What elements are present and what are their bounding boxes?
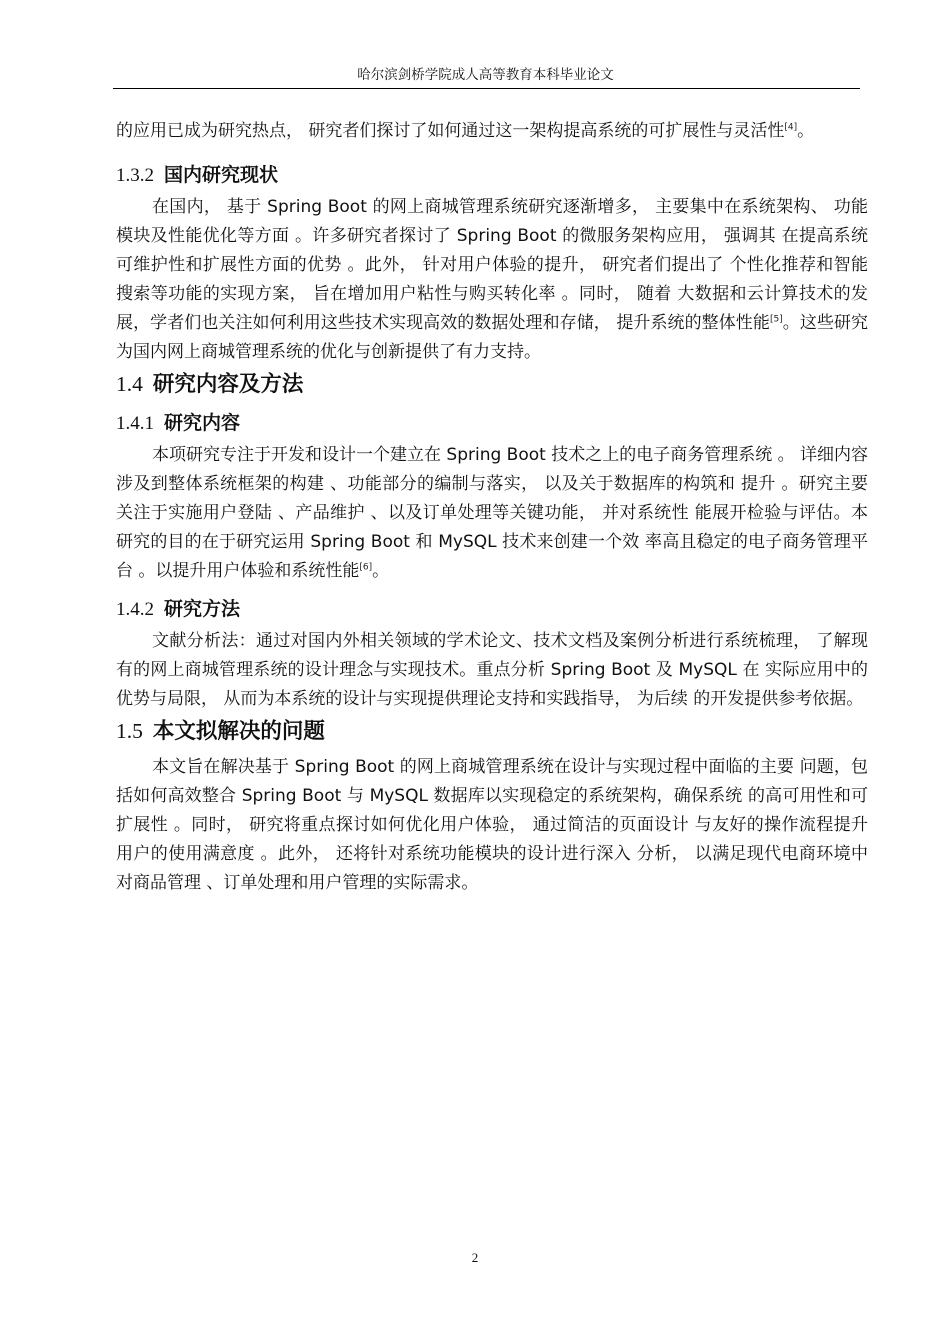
section-number: 1.3.2 (116, 165, 154, 186)
section-title: 本文拟解决的问题 (152, 719, 325, 744)
section-number: 1.5 (116, 719, 143, 743)
section-title: 研究方法 (164, 598, 241, 620)
paragraph-research-content (116, 441, 868, 586)
citation-6: [6] (359, 562, 373, 573)
citation-5: [5] (769, 314, 783, 325)
section-title: 研究内容及方法 (152, 372, 304, 397)
paragraph-domestic-research (116, 193, 868, 367)
section-number: 1.4.2 (116, 599, 154, 620)
page-body (116, 114, 868, 898)
paragraph-text: 本项研究专注于开发和设计一个建立在 Spring Boot 技术之上的电子商务管理系统 。 详细内容涉及到整体系统框架的构建 、功能部分的编制与落实， 以及关于数据库的构筑和 提升 。研究主要关注于实施用户登陆 、产品维护 、以及订单处理等关键功能， 并对系统性 能展开检验与评估。本研究的目的在于研究运用 Spring Boot 和 MySQL 技术来创建一个效 率高且稳定的电子商务管理平台 。以提升用户体验和系统性能 (116, 445, 869, 581)
paragraph-text-end: 。 (372, 561, 390, 581)
paragraph-end: 。 (797, 121, 815, 141)
page-number: 2 (471, 1250, 479, 1265)
heading-1-4-2 (116, 596, 868, 623)
section-number: 1.4.1 (116, 413, 154, 434)
header-rule (113, 88, 860, 89)
section-number: 1.4 (116, 372, 143, 396)
heading-1-3-2 (116, 162, 868, 189)
running-header: 哈尔滨剑桥学院成人高等教育本科毕业论文 (357, 67, 614, 83)
paragraph-text: 的应用已成为研究热点， 研究者们探讨了如何通过这一架构提高系统的可扩展性与灵活性 (116, 121, 785, 141)
paragraph-text: 在国内， 基于 Spring Boot 的网上商城管理系统研究逐渐增多， 主要集中在系统架构、 功能模块及性能优化等方面 。许多研究者探讨了 Spring Boot 的微服务架构应用， 强调其 在提高系统可维护性和扩展性方面的优势 。此外， 针对用户体验的提升， 研究者们提出了 个性化推荐和智能搜索等功能的实现方案， 旨在增加用户粘性与购买转化率 。同时， 随着 大数据和云计算技术的发展，学者们也关注如何利用这些技术实现高效的数据处理和存储， 提升系统的整体性能 (116, 197, 868, 333)
paragraph-text-end: 。这些研究为国内网上商城管理系统的优化与创新提供了有力支持。 (116, 313, 869, 362)
paragraph-research-method: 文献分析法：通过对国内外相关领域的学术论文、技术文档及案例分析进行系统梳理， 了解现有的网上商城管理系统的设计理念与实现技术。重点分析 Spring Boot 及 MySQL 在 实际应用中的优势与局限， 从而为本系统的设计与实现提供理论支持和实践指导， 为后续 的开发提供参考依据。 (116, 631, 868, 709)
heading-1-4 (116, 369, 868, 400)
section-title: 研究内容 (164, 412, 241, 434)
heading-1-5 (116, 716, 868, 747)
heading-1-4-1 (116, 410, 868, 437)
citation-4: [4] (784, 122, 798, 133)
paragraph-problems: 本文旨在解决基于 Spring Boot 的网上商城管理系统在设计与实现过程中面临的主要 问题，包括如何高效整合 Spring Boot 与 MySQL 数据库以实现稳定的系统架构，确保系统 的高可用性和可扩展性 。同时， 研究将重点探讨如何优化用户体验， 通过简洁的页面设计 与友好的操作流程提升用户的使用满意度 。此外， 还将针对系统功能模块的设计进行深入 分析， 以满足现代电商环境中对商品管理 、订单处理和用户管理的实际需求。 (116, 757, 868, 893)
section-title: 国内研究现状 (164, 164, 279, 186)
continued-paragraph (116, 114, 868, 148)
